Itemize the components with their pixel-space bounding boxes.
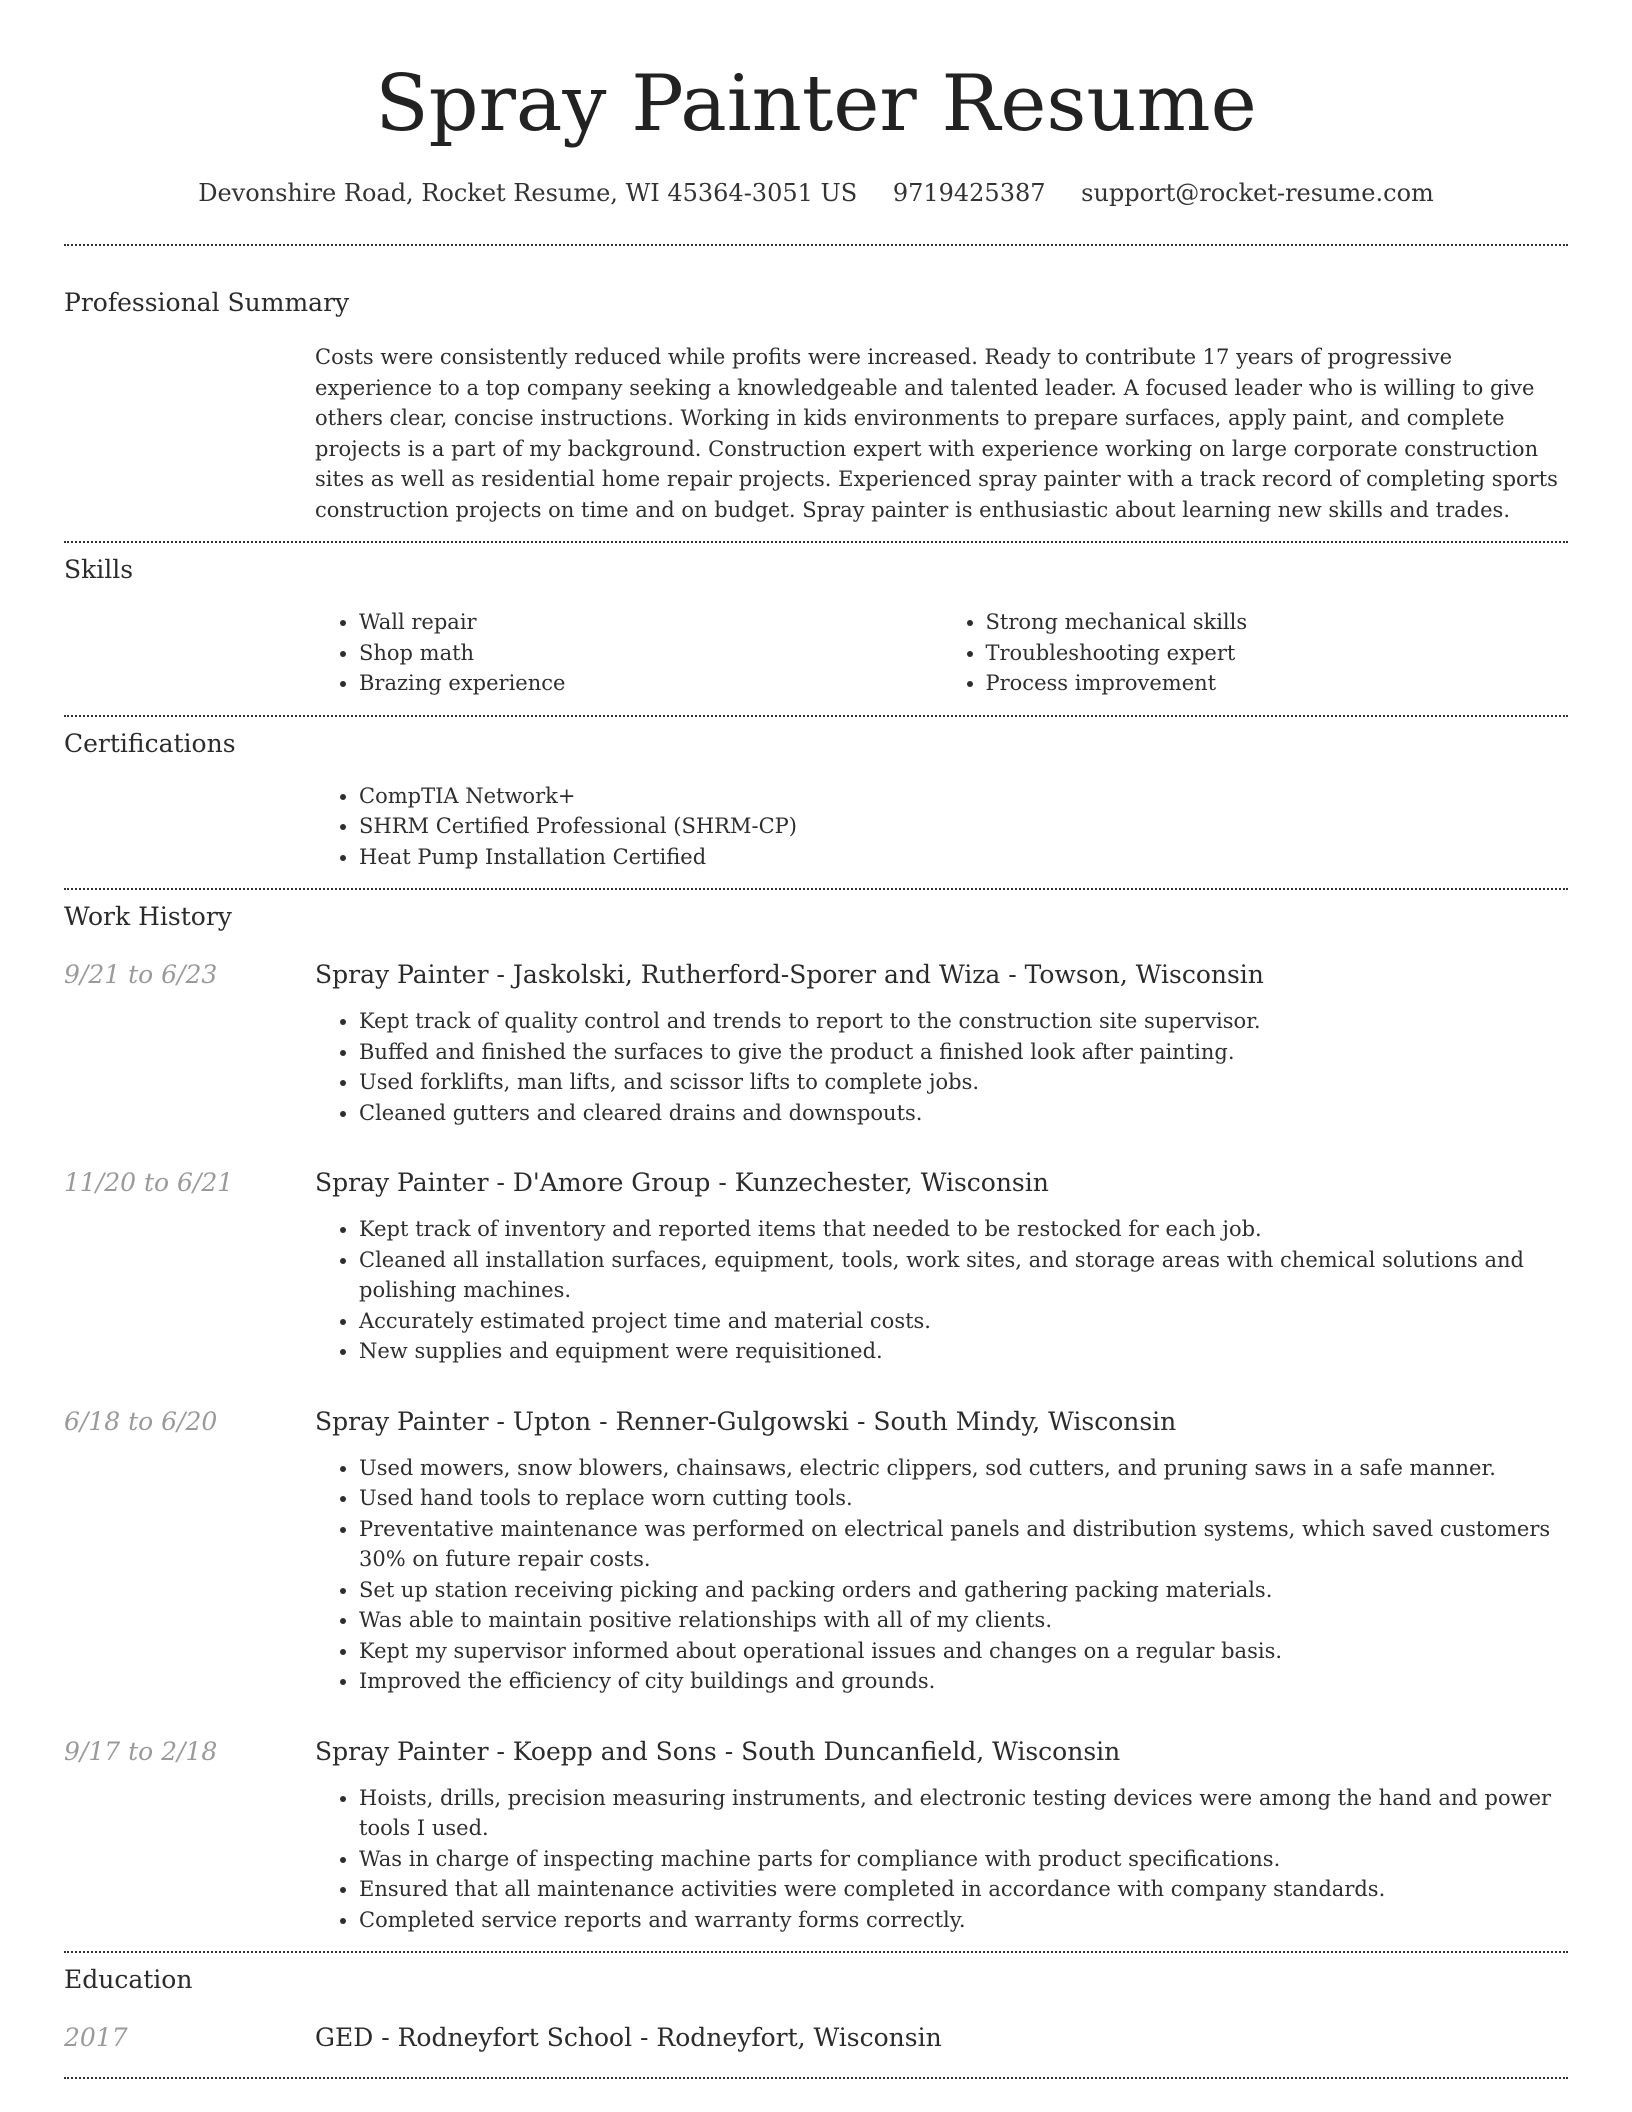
- phone: 9719425387: [892, 179, 1046, 207]
- list-item: • SHRM Certified Professional (SHRM-CP): [359, 811, 1568, 842]
- section-title: Work History: [64, 902, 232, 931]
- list-item: • Was able to maintain positive relationships with all of my clients.: [359, 1605, 1568, 1636]
- education-entry: [64, 2021, 1568, 2077]
- contact-line: [64, 176, 1568, 210]
- skills-list-right: [942, 607, 1569, 699]
- list-item: • Shop math: [359, 638, 942, 669]
- job-title: Spray Painter - Jaskolski, Rutherford-Sporer and Wiza - Towson, Wisconsin: [315, 960, 1264, 989]
- job-entry: [64, 1405, 1568, 1697]
- job-bullets: [315, 1453, 1568, 1697]
- list-item: • Wall repair: [359, 607, 942, 638]
- section-title: Professional Summary: [64, 288, 350, 317]
- job-title: Spray Painter - Upton - Renner-Gulgowski - South Mindy, Wisconsin: [315, 1406, 1177, 1436]
- summary-text: Costs were consistently reduced while profits were increased. Ready to contribute 17 years of progressive experience to a top company seeking a knowledgeable and talented leader. A focused leader who is willing to give others clear, concise instructions. Working in kids environments to prepare surfaces, apply paint, and complete projects is a part of my background. Construction expert with experience working on large corporate construction sites as well as residential home repair projects. Experienced spray painter with a track record of completing sports construction projects on time and on budget. Spray painter is enthusiastic about learning new skills and trades.: [315, 345, 1558, 522]
- list-item: • Set up station receiving picking and packing orders and gathering packing materials.: [359, 1575, 1568, 1606]
- divider: [64, 2077, 1568, 2079]
- job-date: 9/21 to 6/23: [64, 960, 218, 989]
- job-entry: [64, 958, 1568, 1128]
- skills-section: [64, 543, 1568, 715]
- education-date: 2017: [64, 2023, 128, 2052]
- list-item: • Heat Pump Installation Certified: [359, 842, 1568, 873]
- list-item: • Kept my supervisor informed about operational issues and changes on a regular basis.: [359, 1636, 1568, 1667]
- list-item: • New supplies and equipment were requisitioned.: [359, 1336, 1568, 1367]
- certifications-section: [64, 717, 1568, 889]
- address: Devonshire Road, Rocket Resume, WI 45364-3051 US: [198, 179, 858, 207]
- job-date: 9/17 to 2/18: [64, 1736, 218, 1766]
- list-item: • Completed service reports and warranty forms correctly.: [359, 1905, 1568, 1936]
- list-item: • Accurately estimated project time and material costs.: [359, 1306, 1568, 1337]
- list-item: • Brazing experience: [359, 668, 942, 699]
- list-item: • Kept track of quality control and trends to report to the construction site supervisor.: [359, 1006, 1568, 1037]
- list-item: • Strong mechanical skills: [986, 607, 1569, 638]
- job-date: 11/20 to 6/21: [64, 1168, 234, 1197]
- certifications-list: [315, 781, 1568, 889]
- list-item: • Used forklifts, man lifts, and scissor lifts to complete jobs.: [359, 1067, 1568, 1098]
- list-item: • Hoists, drills, precision measuring instruments, and electronic testing devices were among the hand and power tools I used.: [359, 1783, 1568, 1844]
- job-title: Spray Painter - D'Amore Group - Kunzechester, Wisconsin: [315, 1168, 1049, 1197]
- section-title: Skills: [64, 555, 134, 584]
- work-history-section: [64, 890, 1568, 1951]
- job-bullets: [315, 1006, 1568, 1128]
- list-item: • Was in charge of inspecting machine parts for compliance with product specifications.: [359, 1844, 1568, 1875]
- certifications-content: [315, 781, 1568, 889]
- section-title: Education: [64, 1965, 193, 1994]
- list-item: • Kept track of inventory and reported items that needed to be restocked for each job.: [359, 1214, 1568, 1245]
- list-item: • Used mowers, snow blowers, chainsaws, electric clippers, sod cutters, and pruning saws in a safe manner.: [359, 1453, 1568, 1484]
- job-title: Spray Painter - Koepp and Sons - South Duncanfield, Wisconsin: [315, 1736, 1121, 1766]
- jobs-list: [64, 958, 1568, 1951]
- list-item: • Ensured that all maintenance activities were completed in accordance with company standards.: [359, 1874, 1568, 1905]
- list-item: • Cleaned all installation surfaces, equipment, tools, work sites, and storage areas with chemical solutions and polishing machines.: [359, 1245, 1568, 1306]
- job-entry: [64, 1735, 1568, 1936]
- list-item: • Troubleshooting expert: [986, 638, 1569, 669]
- skills-list-left: [315, 607, 942, 699]
- education-section: [64, 1953, 1568, 2077]
- list-item: • Used hand tools to replace worn cutting tools.: [359, 1483, 1568, 1514]
- list-item: • Improved the efficiency of city buildings and grounds.: [359, 1666, 1568, 1697]
- job-date: 6/18 to 6/20: [64, 1406, 218, 1436]
- section-title: Certifications: [64, 728, 236, 758]
- education-title: GED - Rodneyfort School - Rodneyfort, Wisconsin: [315, 2023, 942, 2052]
- job-bullets: [315, 1783, 1568, 1936]
- skills-grid: [315, 607, 1568, 715]
- list-item: • CompTIA Network+: [359, 781, 1568, 812]
- list-item: • Buffed and finished the surfaces to give the product a finished look after painting.: [359, 1037, 1568, 1068]
- list-item: • Process improvement: [986, 668, 1569, 699]
- list-item: • Preventative maintenance was performed on electrical panels and distribution systems, which saved customers 30% on future repair costs.: [359, 1514, 1568, 1575]
- resume-page: [64, 0, 1568, 2079]
- job-entry: [64, 1166, 1568, 1367]
- email: support@rocket-resume.com: [1081, 179, 1434, 207]
- summary-section: [64, 246, 1568, 541]
- list-item: • Cleaned gutters and cleared drains and downspouts.: [359, 1098, 1568, 1129]
- page-title: Spray Painter Resume: [375, 59, 1257, 149]
- job-bullets: [315, 1214, 1568, 1367]
